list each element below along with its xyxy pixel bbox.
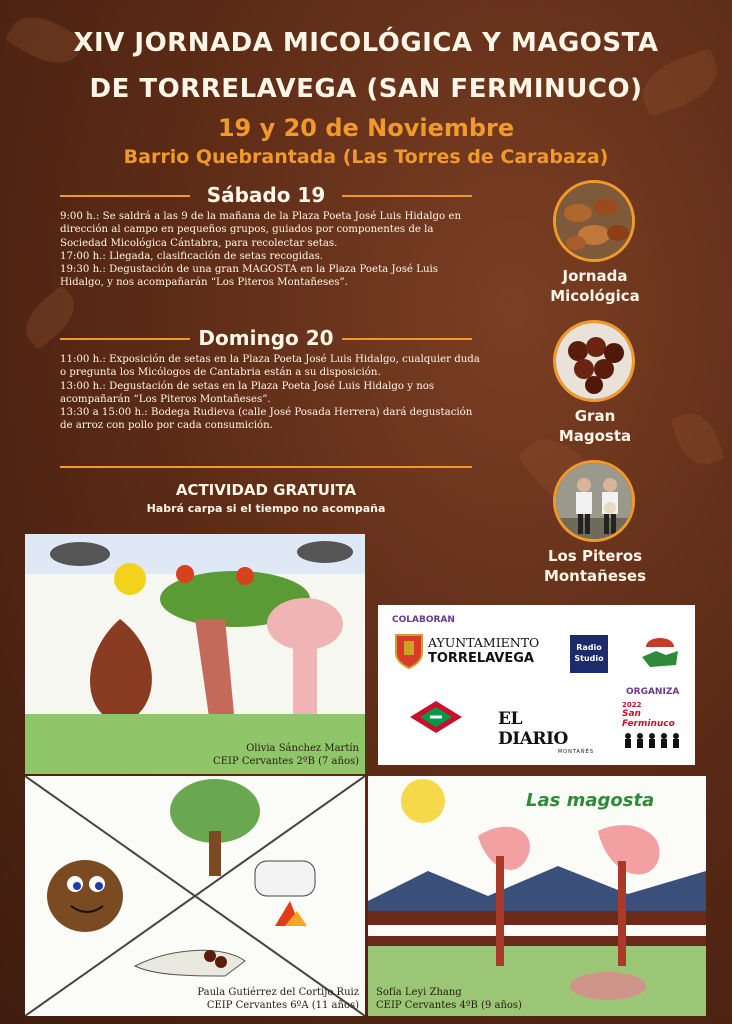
title-line-2: DE TORRELAVEGA (SAN FERMINUCO) [89,74,643,104]
drawing-sofia [368,776,706,1016]
drawing-illustration [368,776,706,1016]
saturday-schedule [60,210,480,290]
event-dates: 19 y 20 de Noviembre [217,114,515,142]
side-label-jornada: Jornada Micológica [550,267,640,305]
free-activity-title: ACTIVIDAD GRATUITA [175,481,357,499]
schedule-item: 13:00 h.: Degustación de setas en la Plaza Poeta José Luis Hidalgo y nos acompañarán “Los Piteros Montañeses”. [60,380,435,405]
schedule-item: 13:30 a 15:00 h.: Bodega Rudieva (calle José Posada Herrera) dará degustación de arroz con pollo por cada consumición. [60,407,473,432]
saturday-heading [60,183,472,207]
drawing-olivia [25,534,365,774]
drawing-school: CEIP Cervantes 2ºB (7 años) [213,756,359,767]
saturday-label: Sábado 19 [206,183,326,207]
chestnuts-photo [553,320,635,402]
side-label-piteros: Los Piteros Montañeses [543,547,647,585]
radio-studio-logo: Radio Studio [570,635,608,673]
drawing-author: Sofía Leyi Zhang [376,987,462,998]
drawing-illustration [25,776,365,1016]
sunday-schedule [60,353,480,433]
el-diario-logo: EL DIARIO MONTAÑÉS [498,709,594,755]
organiza-label: ORGANIZA [626,687,680,697]
sociedad-micologica-logo [636,629,684,675]
piteros-photo [553,460,635,542]
basque-logo [408,699,464,735]
sunday-heading [60,326,472,350]
drawing-author: Olivia Sánchez Martín [246,743,359,754]
schedule-item: 19:30 h.: Degustación de una gran MAGOSTA en la Plaza Poeta José Luis Hidalgo, y nos acompañarán “Los Piteros Montañeses”. [60,264,439,289]
leaf-decoration [670,407,725,472]
ayuntamiento-logo [394,633,554,673]
section-divider [60,466,472,468]
ayuntamiento-line2: TORRELAVEGA [428,651,534,666]
colaboran-label: COLABORAN [392,615,455,625]
drawing-illustration [25,534,365,774]
san-ferminuco-logo: 2022 San Ferminuco [622,701,686,753]
drawing-caption [197,986,359,1012]
sponsors-panel [378,605,695,765]
schedule-item: 11:00 h.: Exposición de setas en la Plaza Poeta José Luis Hidalgo, cualquier duda o pregunta los Micólogos de Cantabria están a su disposición. [60,354,480,379]
event-place: Barrio Quebrantada (Las Torres de Carabaza) [123,146,609,168]
drawing-handwritten-title: Las magosta [526,790,655,811]
ayuntamiento-line1: AYUNTAMIENTO [428,635,540,650]
mushrooms-photo [553,180,635,262]
drawing-school: CEIP Cervantes 4ºB (9 años) [376,1000,522,1011]
coat-of-arms-icon [394,633,424,669]
drawing-caption [213,742,359,768]
title-line-1: XIV JORNADA MICOLÓGICA Y MAGOSTA [73,28,659,58]
side-label-magosta: Gran Magosta [558,407,632,445]
free-activity-note: Habrá carpa si el tiempo no acompaña [146,502,386,515]
sunday-label: Domingo 20 [198,326,334,350]
drawing-author: Paula Gutiérrez del Cortijo Ruiz [197,987,359,998]
drawing-school: CEIP Cervantes 6ºA (11 años) [206,1000,359,1011]
schedule-item: 9:00 h.: Se saldrá a las 9 de la mañana de la Plaza Poeta José Luis Hidalgo en dirección al campo en pequeños grupos, guiados por componentes de la Sociedad Micológica Cántabra, para recolectar setas. [60,211,462,249]
drawing-caption [376,986,522,1012]
drawing-paula [25,776,365,1016]
schedule-item: 17:00 h.: Llegada, clasificación de setas recogidas. [60,250,324,262]
